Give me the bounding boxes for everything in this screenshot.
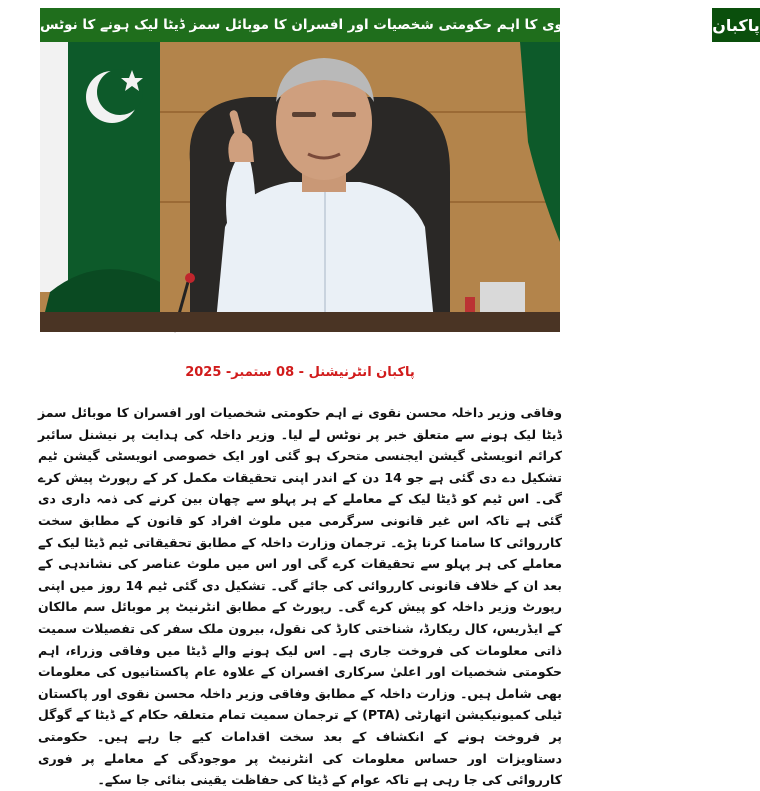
headline-banner <box>40 8 760 42</box>
news-photo <box>40 42 560 332</box>
brand-label: پاکبان <box>710 8 760 42</box>
article-body: وفاقی وزیر داخلہ محسن نقوی نے اہم حکومتی شخصیات اور افسران کا موبائل سمز ڈیٹا لیک ہونے سے متعلق خبر پر نوٹس لے لیا۔ وزیر داخلہ کی ہدایت پر نیشنل سائبر کرائم انویسٹی گیشن ایجنسی متحرک ہو گئی اور ایک خصوصی انویسٹی گیشن ٹیم تشکیل دے دی گئی ہے جو 14 دن کے اندر اپنی تحقیقات مکمل کر کے رپورٹ پیش کرے گی۔ اس ٹیم کو ڈیٹا لیک کے معاملے کے ہر پہلو سے چھان بین کرنے کی ذمہ داری دی گئی ہے تاکہ اس غیر قانونی سرگرمی میں ملوث افراد کو قانون کے مطابق سخت کارروائی کا سامنا کرنا پڑے۔ ترجمان وزارت داخلہ کے مطابق تحقیقاتی ٹیم ڈیٹا لیک کے معاملے کی ہر پہلو سے تحقیقات کرے گی اور اس میں ملوث عناصر کی نشاندہی کے بعد ان کے خلاف قانونی کارروائی کی جائے گی۔ تشکیل دی گئی ٹیم 14 روز میں اپنی رپورٹ وزیر داخلہ کو پیش کرے گی۔ رپورٹ کے مطابق انٹرنیٹ پر موبائل سم مالکان کے ایڈریس، کال ریکارڈ، شناختی کارڈ کی نقول، بیرون ملک سفر کی تفصیلات سمیت ذاتی معلومات کی فروخت جاری ہے۔ اس لیک ہونے والے ڈیٹا میں وفاقی وزراء، اہم حکومتی شخصیات اور اعلیٰ سرکاری افسران کے علاوہ عام پاکستانیوں کی معلومات بھی شامل ہیں۔ وزارت داخلہ کے مطابق وفاقی وزیر داخلہ محسن نقوی اور پاکستان ٹیلی کمیونیکیشن اتھارٹی (PTA) کے ترجمان سمیت تمام متعلقہ حکام کے ڈیٹا کے گوگل پر فروخت ہونے کے انکشاف کے بعد سخت اقدامات کیے جا رہے ہیں۔ حکومتی دستاویزات اور حساس معلومات کی انٹرنیٹ پر موجودگی کے معاملے پر فوری کارروائی کی جا رہی ہے تاکہ عوام کے ڈیٹا کی حفاظت یقینی بنائی جا سکے۔ <box>38 405 562 788</box>
news-photo-illustration <box>40 42 560 332</box>
headline-title: وزیر داخلہ محسن نقوی کا اہم حکومتی شخصیات اور افسران کا موبائل سمز ڈیٹا لیک ہونے کا نوٹس <box>40 17 701 33</box>
flag-icon <box>40 42 160 332</box>
dateline: پاکبان انٹرنیشنل - 08 ستمبر- 2025 <box>185 365 415 380</box>
